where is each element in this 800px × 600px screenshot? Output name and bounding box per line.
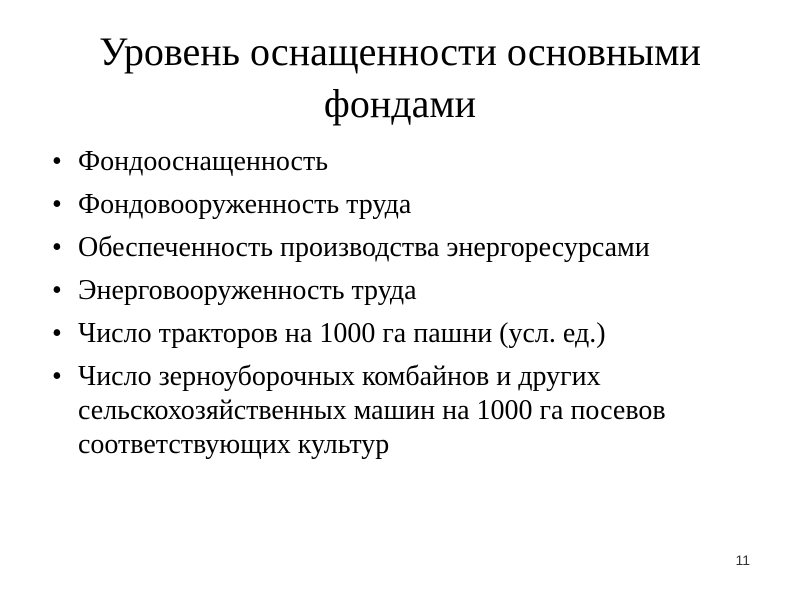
- bullet-item: [40, 231, 770, 265]
- bullet-dot-icon: •: [52, 318, 62, 349]
- slide-title: Уровень оснащенности основными фондами: [99, 29, 701, 126]
- bullet-dot-icon: •: [52, 275, 62, 306]
- bullet-item: [40, 317, 770, 351]
- bullet-dot-icon: •: [52, 146, 62, 177]
- bullet-item: [40, 188, 770, 222]
- bullet-text: Обеспеченность производства энергоресурсами: [78, 232, 650, 263]
- bullet-item: [40, 274, 770, 308]
- bullet-dot-icon: •: [52, 189, 62, 220]
- bullet-text: Число тракторов на 1000 га пашни (усл. ед.): [78, 318, 606, 349]
- bullet-dot-icon: •: [52, 361, 62, 392]
- page-number: 11: [735, 552, 750, 568]
- bullet-text: Число зерноуборочных комбайнов и других сельскохозяйственных машин на 1000 га посевов соответствующих культур: [78, 361, 666, 460]
- bullet-list: [40, 145, 770, 471]
- bullet-text: Энерговооруженность труда: [78, 275, 417, 306]
- bullet-text: Фондооснащенность: [78, 146, 328, 177]
- bullet-item: [40, 145, 770, 179]
- bullet-text: Фондовооруженность труда: [78, 189, 412, 220]
- bullet-dot-icon: •: [52, 232, 62, 263]
- bullet-item: [40, 360, 770, 462]
